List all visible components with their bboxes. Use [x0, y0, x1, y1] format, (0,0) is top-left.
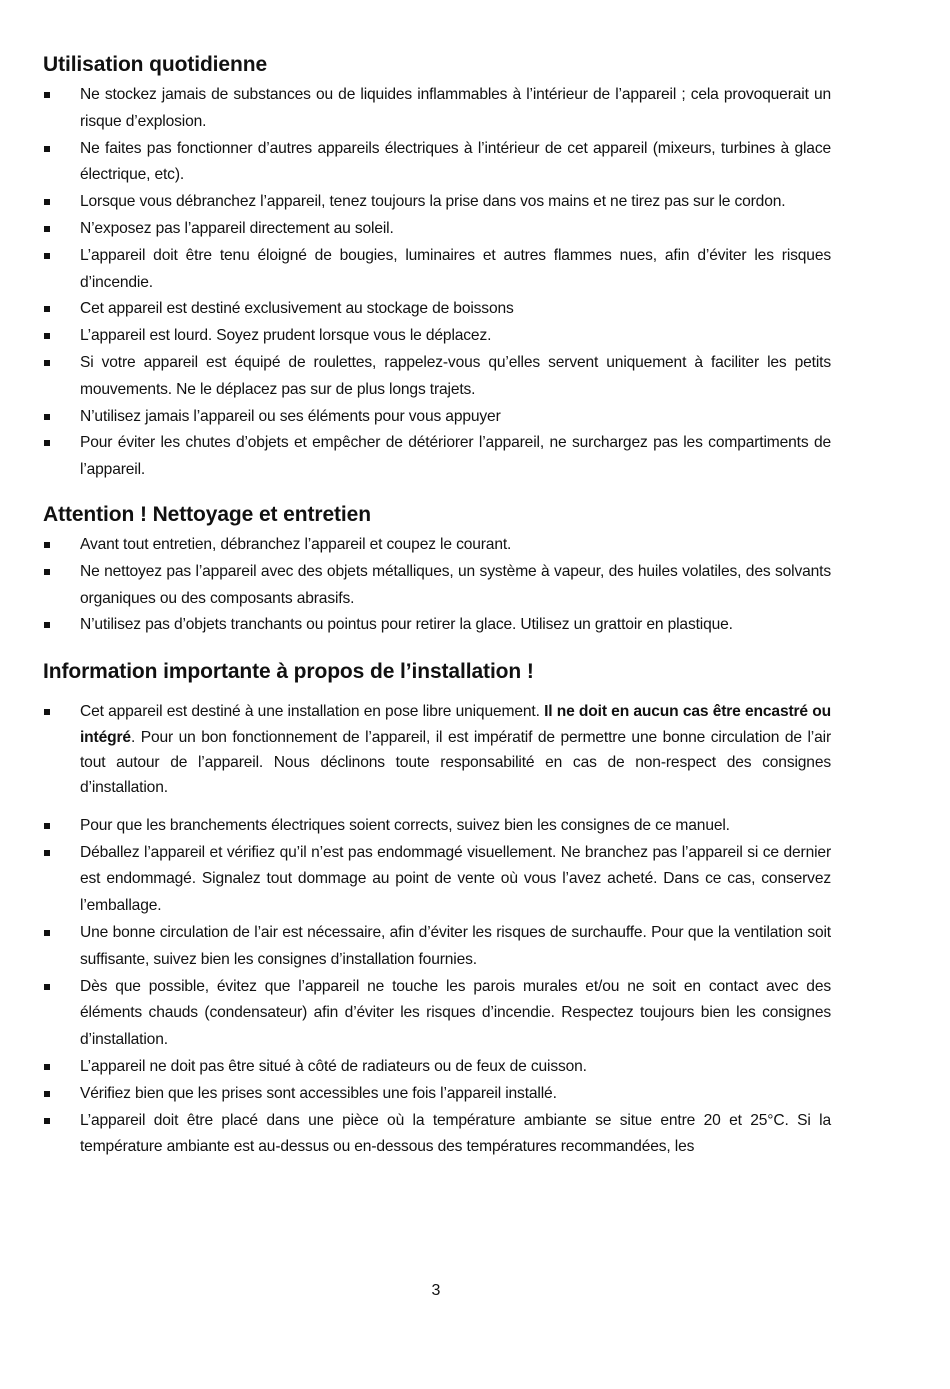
list-item: Lorsque vous débranchez l’appareil, tenez toujours la prise dans vos mains et ne tirez pas sur le cordon. [43, 189, 831, 216]
section-title-cleaning: Attention ! Nettoyage et entretien [43, 502, 371, 526]
bullet-square-icon [44, 306, 50, 312]
bullet-square-icon [44, 253, 50, 259]
bullet-square-icon [44, 850, 50, 856]
list-item: L’appareil ne doit pas être situé à côté de radiateurs ou de feux de cuisson. [43, 1054, 831, 1081]
list-item: L’appareil doit être placé dans une pièce où la température ambiante se situe entre 20 et 25°C. Si la température ambiante est au-dessus ou en-dessous des températures recommandées, les [43, 1108, 831, 1162]
bullet-square-icon [44, 92, 50, 98]
list-item: N’utilisez jamais l’appareil ou ses éléments pour vous appuyer [43, 404, 831, 431]
bullet-square-icon [44, 333, 50, 339]
list-item: Vérifiez bien que les prises sont accessibles une fois l’appareil installé. [43, 1081, 831, 1108]
bullet-square-icon [44, 360, 50, 366]
bullet-square-icon [44, 622, 50, 628]
bullet-square-icon [44, 146, 50, 152]
bullet-square-icon [44, 199, 50, 205]
list-item: Avant tout entretien, débranchez l’appareil et coupez le courant. [43, 532, 831, 559]
section-title-daily-use: Utilisation quotidienne [43, 53, 268, 76]
bullet-square-icon [44, 709, 50, 715]
list-item: L’appareil est lourd. Soyez prudent lorsque vous le déplacez. [43, 323, 831, 350]
list-item: Ne stockez jamais de substances ou de liquides inflammables à l’intérieur de l’appareil ; cela provoquerait un risque d’explosion. [43, 82, 831, 136]
bullet-square-icon [44, 930, 50, 936]
bullet-square-icon [44, 984, 50, 990]
list-item: Ne nettoyez pas l’appareil avec des objets métalliques, un système à vapeur, des huiles volatiles, des solvants organiques ou des composants abrasifs. [43, 559, 831, 613]
section-title-installation: Information importante à propos de l’installation ! [43, 660, 534, 684]
installation-list [43, 699, 831, 1161]
daily-use-list [43, 82, 831, 484]
bullet-square-icon [44, 823, 50, 829]
bullet-square-icon [44, 1064, 50, 1070]
page-number: 3 [431, 1282, 441, 1299]
list-item: Cet appareil est destiné exclusivement au stockage de boissons [43, 296, 831, 323]
bullet-square-icon [44, 440, 50, 446]
list-item: Dès que possible, évitez que l’appareil ne touche les parois murales et/ou ne soit en contact avec des éléments chauds (condensateur) afin d’éviter les risques d’incendie. Respectez toujours bien les consignes d’installation. [43, 974, 831, 1054]
bullet-square-icon [44, 1118, 50, 1124]
list-item: N’utilisez pas d’objets tranchants ou pointus pour retirer la glace. Utilisez un grattoir en plastique. [43, 612, 831, 639]
list-item: Cet appareil est destiné à une installation en pose libre uniquement. Il ne doit en aucun cas être encastré ou intégré. Pour un bon fonctionnement de l’appareil, il est impératif de permettre une bonne circulation de l’air tout autour de l’appareil. Nous déclinons toute responsabilité en cas de non-respect des consignes d’installation. [43, 699, 831, 801]
bullet-square-icon [44, 226, 50, 232]
list-item: Pour éviter les chutes d’objets et empêcher de détériorer l’appareil, ne surchargez pas les compartiments de l’appareil. [43, 430, 831, 484]
list-item: Si votre appareil est équipé de roulettes, rappelez-vous qu’elles servent uniquement à faciliter les petits mouvements. Ne le déplacez pas sur de plus longs trajets. [43, 350, 831, 404]
list-item: Une bonne circulation de l’air est nécessaire, afin d’éviter les risques de surchauffe. Pour que la ventilation soit suffisante, suivez bien les consignes d’installation fournies. [43, 920, 831, 974]
cleaning-list [43, 532, 831, 639]
document-page [43, 50, 831, 1161]
list-item: Pour que les branchements électriques soient corrects, suivez bien les consignes de ce manuel. [43, 813, 831, 840]
bullet-square-icon [44, 414, 50, 420]
list-item: N’exposez pas l’appareil directement au soleil. [43, 216, 831, 243]
list-item: Déballez l’appareil et vérifiez qu’il n’est pas endommagé visuellement. Ne branchez pas l’appareil si ce dernier est endommagé. Signalez tout dommage au point de vente où vous l’avez acheté. Dans ce cas, conservez l’emballage. [43, 840, 831, 920]
list-item: Ne faites pas fonctionner d’autres appareils électriques à l’intérieur de cet appareil (mixeurs, turbines à glace électrique, etc). [43, 136, 831, 190]
bullet-square-icon [44, 1091, 50, 1097]
bullet-square-icon [44, 569, 50, 575]
list-item: L’appareil doit être tenu éloigné de bougies, luminaires et autres flammes nues, afin d’éviter les risques d’incendie. [43, 243, 831, 297]
bold-warning-text: Il ne doit en aucun cas être encastré ou intégré [80, 703, 831, 746]
bullet-square-icon [44, 542, 50, 548]
